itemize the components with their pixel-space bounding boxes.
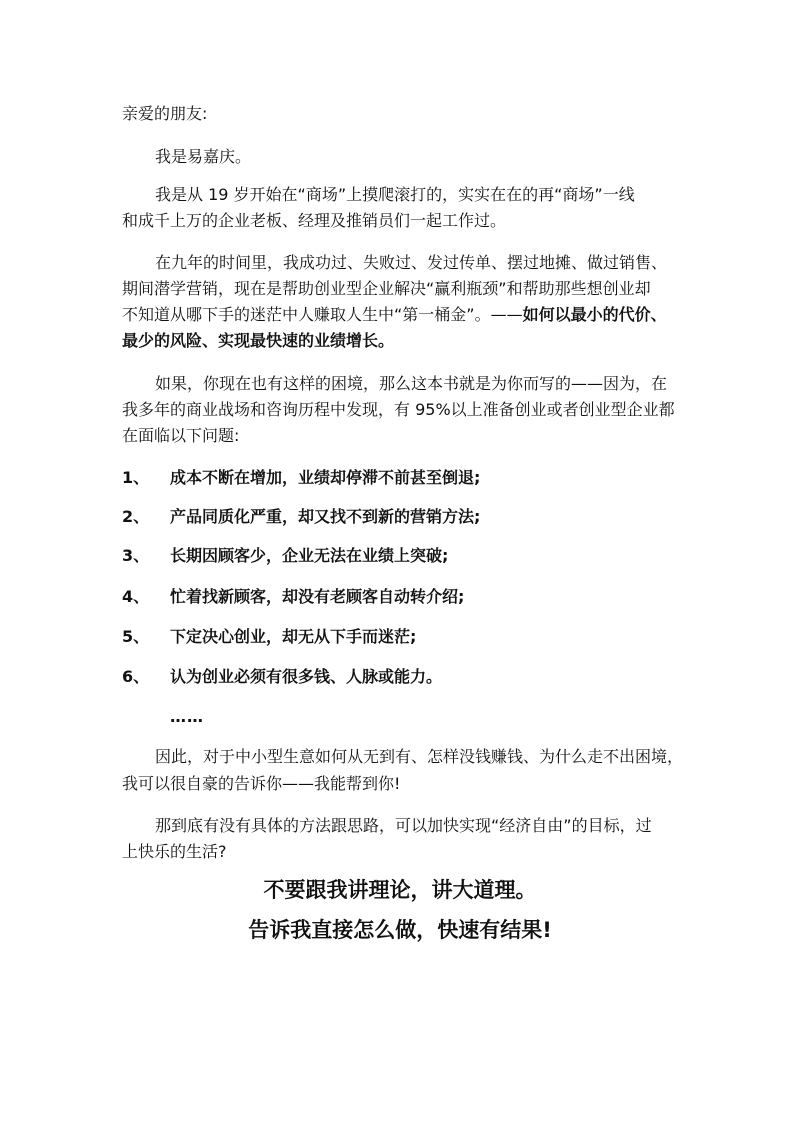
- paragraph-4-line-1: 因此，对于中小型生意如何从无到有、怎样没钱赚钱、为什么走不出困境，: [155, 747, 684, 766]
- greeting: 亲爱的朋友:: [122, 104, 208, 123]
- paragraph-2-line-1: 在九年的时间里，我成功过、失败过、发过传单、摆过地摊、做过销售、: [155, 253, 668, 272]
- paragraph-1-line-1: 我是从 19 岁开始在“商场”上摸爬滚打的，实实在在的再“商场”一线: [155, 185, 635, 204]
- list-item-text: 下定决心创业，却无从下手而迷茫;: [170, 627, 417, 646]
- paragraph-2-emphasis: 如何以最小的代价、: [522, 305, 667, 324]
- list-item-number: 6、: [122, 667, 150, 686]
- closing-statement-2: 告诉我直接怎么做，快速有结果!: [248, 918, 552, 942]
- paragraph-2-line-3: [122, 305, 667, 325]
- list-item-number: 3、: [122, 546, 150, 565]
- list-item-number: 4、: [122, 587, 150, 606]
- paragraph-5-line-2: 上快乐的生活?: [122, 842, 227, 861]
- intro-line: 我是易嘉庆。: [155, 147, 252, 166]
- paragraph-4-line-2: 我可以很自豪的告诉你——我能帮到你!: [122, 774, 401, 793]
- paragraph-3-line-1: 如果，你现在也有这样的困境，那么这本书就是为你而写的——因为，在: [155, 374, 668, 393]
- list-item-text: 产品同质化严重，却又找不到新的营销方法;: [170, 507, 481, 526]
- paragraph-3-line-2: 我多年的商业战场和咨询历程中发现，有 95%以上准备创业或者创业型企业都: [122, 400, 675, 419]
- paragraph-2-line-4: 最少的风险、实现最快速的业绩增长。: [122, 331, 395, 350]
- paragraph-2-plain-text: 不知道从哪下手的迷茫中人赚取人生中“第一桶金”。——: [122, 305, 523, 324]
- paragraph-3-line-3: 在面临以下问题:: [122, 426, 240, 445]
- paragraph-5-line-1: 那到底有没有具体的方法跟思路，可以加快实现“经济自由”的目标，过: [155, 816, 652, 835]
- ellipsis: ……: [170, 707, 204, 726]
- closing-statement-1: 不要跟我讲理论，讲大道理。: [263, 878, 537, 902]
- list-item-text: 长期因顾客少，企业无法在业绩上突破;: [170, 546, 449, 565]
- paragraph-1-line-2: 和成千上万的企业老板、经理及推销员们一起工作过。: [122, 211, 507, 230]
- list-item-number: 2、: [122, 507, 150, 526]
- list-item-number: 1、: [122, 468, 150, 487]
- list-item-number: 5、: [122, 627, 150, 646]
- list-item-text: 忙着找新顾客，却没有老顾客自动转介绍;: [170, 587, 465, 606]
- list-item-text: 成本不断在增加，业绩却停滞不前甚至倒退;: [170, 468, 481, 487]
- list-item-text: 认为创业必须有很多钱、人脉或能力。: [170, 667, 443, 686]
- paragraph-2-line-2: 期间潜学营销，现在是帮助创业型企业解决“赢利瓶颈”和帮助那些想创业却: [122, 279, 651, 298]
